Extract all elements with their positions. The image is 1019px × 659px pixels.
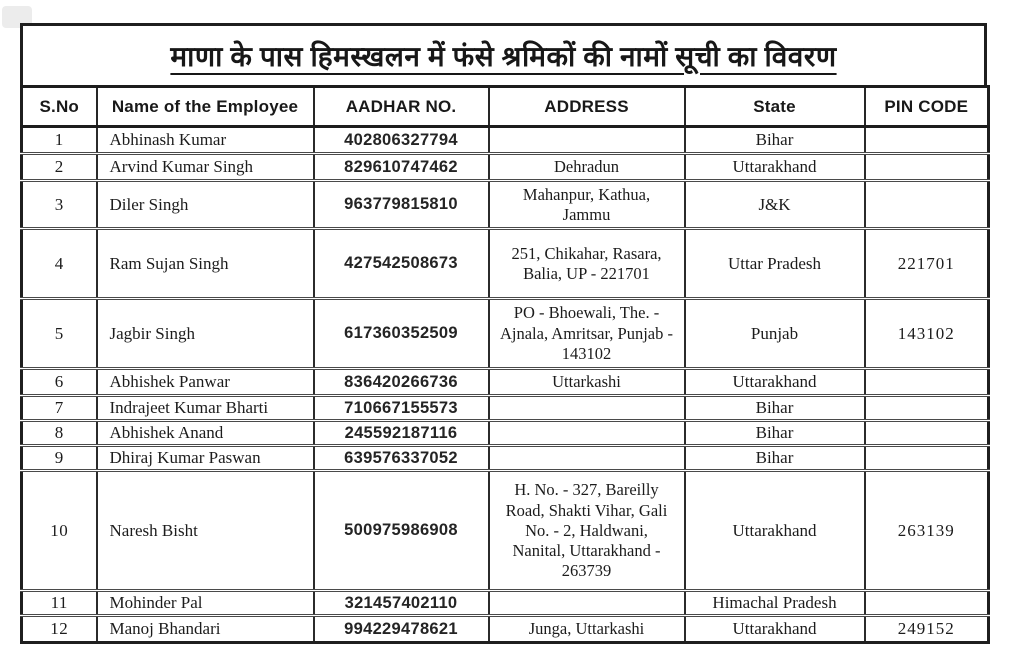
cell-pin bbox=[865, 396, 989, 421]
table-row bbox=[22, 471, 989, 591]
table-row bbox=[22, 369, 989, 396]
cell-aadhar: 963779815810 bbox=[314, 181, 489, 229]
cell-name: Dhiraj Kumar Paswan bbox=[97, 446, 314, 471]
cell-state: Uttarakhand bbox=[685, 369, 865, 396]
table-row bbox=[22, 229, 989, 299]
cell-sno: 2 bbox=[22, 154, 97, 181]
cell-address bbox=[489, 396, 685, 421]
cell-pin bbox=[865, 181, 989, 229]
cell-sno: 11 bbox=[22, 591, 97, 616]
cell-sno: 1 bbox=[22, 127, 97, 154]
cell-state: Bihar bbox=[685, 446, 865, 471]
cell-aadhar: 321457402110 bbox=[314, 591, 489, 616]
cell-address: Junga, Uttarkashi bbox=[489, 616, 685, 643]
cell-sno: 10 bbox=[22, 471, 97, 591]
table-row bbox=[22, 299, 989, 369]
cell-name: Abhinash Kumar bbox=[97, 127, 314, 154]
cell-sno: 12 bbox=[22, 616, 97, 643]
cell-state: Uttarakhand bbox=[685, 471, 865, 591]
cell-pin: 143102 bbox=[865, 299, 989, 369]
cell-aadhar: 402806327794 bbox=[314, 127, 489, 154]
column-header-state: State bbox=[685, 87, 865, 127]
cell-pin: 263139 bbox=[865, 471, 989, 591]
cell-sno: 3 bbox=[22, 181, 97, 229]
column-header-address: ADDRESS bbox=[489, 87, 685, 127]
cell-state: Himachal Pradesh bbox=[685, 591, 865, 616]
cell-pin bbox=[865, 154, 989, 181]
table-header-row bbox=[22, 87, 989, 127]
cell-sno: 7 bbox=[22, 396, 97, 421]
cell-address: Uttarkashi bbox=[489, 369, 685, 396]
cell-aadhar: 617360352509 bbox=[314, 299, 489, 369]
cell-name: Ram Sujan Singh bbox=[97, 229, 314, 299]
cell-sno: 6 bbox=[22, 369, 97, 396]
cell-sno: 9 bbox=[22, 446, 97, 471]
cell-name: Diler Singh bbox=[97, 181, 314, 229]
cell-pin: 221701 bbox=[865, 229, 989, 299]
table-row bbox=[22, 396, 989, 421]
cell-pin: 249152 bbox=[865, 616, 989, 643]
cell-aadhar: 245592187116 bbox=[314, 421, 489, 446]
cell-aadhar: 710667155573 bbox=[314, 396, 489, 421]
cell-sno: 8 bbox=[22, 421, 97, 446]
table-row bbox=[22, 616, 989, 643]
cell-pin bbox=[865, 446, 989, 471]
cell-name: Arvind Kumar Singh bbox=[97, 154, 314, 181]
cell-address bbox=[489, 127, 685, 154]
column-header-pincode: PIN CODE bbox=[865, 87, 989, 127]
cell-state: Punjab bbox=[685, 299, 865, 369]
table-body bbox=[22, 127, 989, 643]
cell-name: Naresh Bisht bbox=[97, 471, 314, 591]
workers-table bbox=[20, 85, 990, 644]
cell-address: Mahanpur, Kathua, Jammu bbox=[489, 181, 685, 229]
cell-address bbox=[489, 421, 685, 446]
cell-state: Bihar bbox=[685, 127, 865, 154]
cell-pin bbox=[865, 127, 989, 154]
cell-name: Jagbir Singh bbox=[97, 299, 314, 369]
column-header-aadhar: AADHAR NO. bbox=[314, 87, 489, 127]
cell-state: J&K bbox=[685, 181, 865, 229]
cell-name: Mohinder Pal bbox=[97, 591, 314, 616]
column-header-sno: S.No bbox=[22, 87, 97, 127]
cell-pin bbox=[865, 591, 989, 616]
cell-aadhar: 639576337052 bbox=[314, 446, 489, 471]
document-title: माणा के पास हिमस्खलन में फंसे श्रमिकों की नामों सूची का विवरण bbox=[170, 41, 837, 73]
cell-name: Indrajeet Kumar Bharti bbox=[97, 396, 314, 421]
cell-aadhar: 427542508673 bbox=[314, 229, 489, 299]
cell-address: Dehradun bbox=[489, 154, 685, 181]
worker-list-document bbox=[20, 23, 987, 644]
cell-state: Bihar bbox=[685, 421, 865, 446]
cell-address: 251, Chikahar, Rasara, Balia, UP - 221701 bbox=[489, 229, 685, 299]
cell-state: Uttar Pradesh bbox=[685, 229, 865, 299]
cell-state: Uttarakhand bbox=[685, 154, 865, 181]
cell-state: Bihar bbox=[685, 396, 865, 421]
cell-name: Abhishek Anand bbox=[97, 421, 314, 446]
table-row bbox=[22, 591, 989, 616]
cell-sno: 5 bbox=[22, 299, 97, 369]
cell-name: Abhishek Panwar bbox=[97, 369, 314, 396]
document-title-bar bbox=[20, 23, 987, 85]
cell-name: Manoj Bhandari bbox=[97, 616, 314, 643]
cell-sno: 4 bbox=[22, 229, 97, 299]
cell-pin bbox=[865, 421, 989, 446]
table-row bbox=[22, 127, 989, 154]
cell-address bbox=[489, 591, 685, 616]
cell-address bbox=[489, 446, 685, 471]
table-row bbox=[22, 446, 989, 471]
cell-aadhar: 829610747462 bbox=[314, 154, 489, 181]
cell-address: PO - Bhoewali, The. - Ajnala, Amritsar, Punjab - 143102 bbox=[489, 299, 685, 369]
cell-state: Uttarakhand bbox=[685, 616, 865, 643]
cell-aadhar: 994229478621 bbox=[314, 616, 489, 643]
table-row bbox=[22, 181, 989, 229]
cell-aadhar: 500975986908 bbox=[314, 471, 489, 591]
cell-pin bbox=[865, 369, 989, 396]
table-row bbox=[22, 154, 989, 181]
cell-aadhar: 836420266736 bbox=[314, 369, 489, 396]
cell-address: H. No. - 327, Bareilly Road, Shakti Vihar, Gali No. - 2, Haldwani, Nanital, Uttarakhand - 263739 bbox=[489, 471, 685, 591]
column-header-name: Name of the Employee bbox=[97, 87, 314, 127]
table-row bbox=[22, 421, 989, 446]
